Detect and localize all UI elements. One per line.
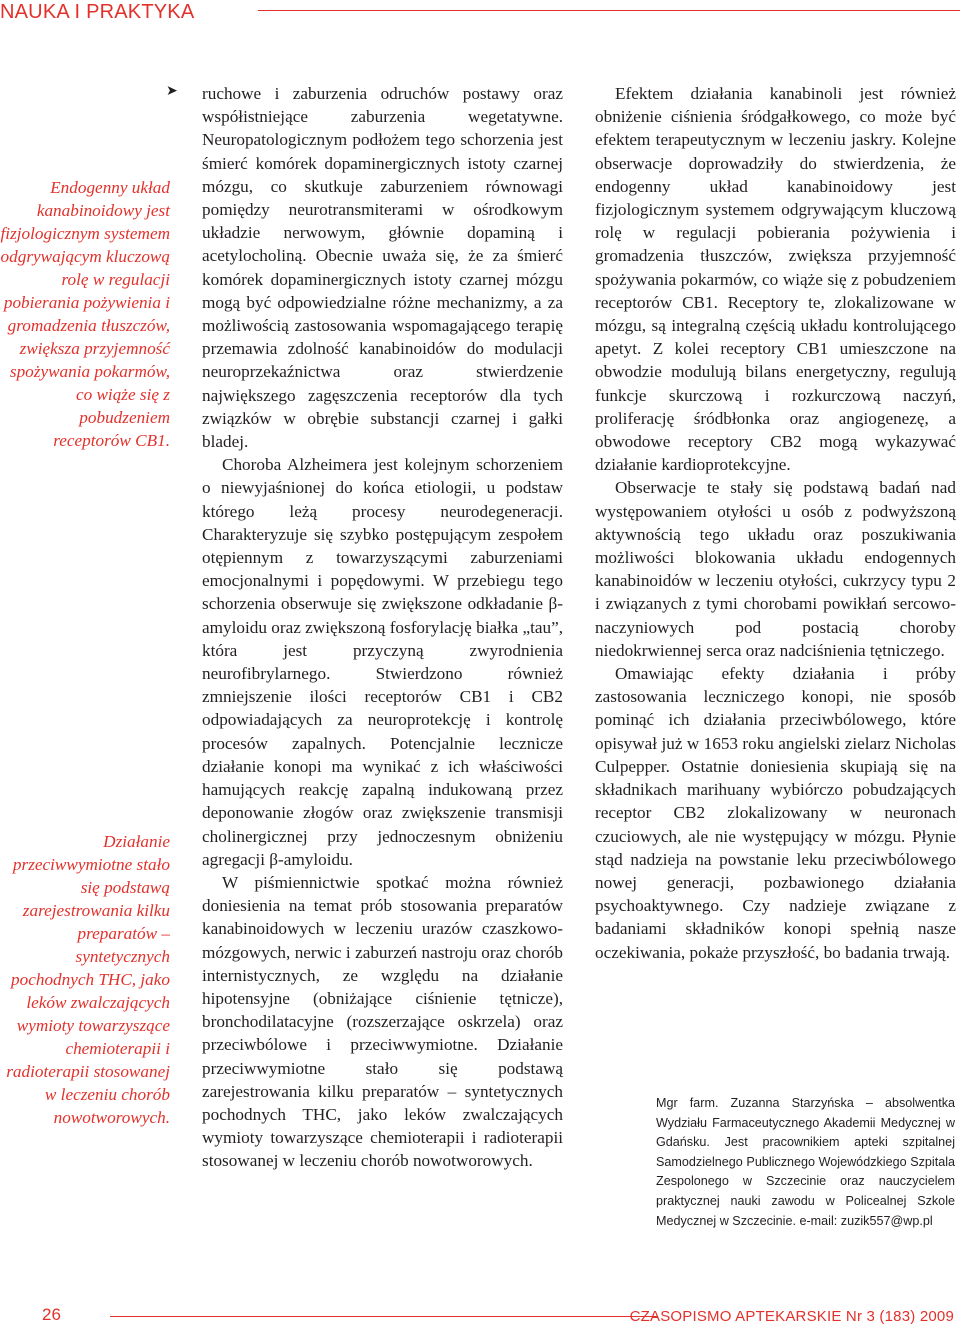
footer-rule (110, 1316, 658, 1317)
paragraph: Efektem działania kanabinoli jest również obniżenie ciśnienia śródgałkowego, co może być efektem terapeutycznym w leczeniu jaskry. Kolejne obserwacje doprowadziły do stwierdzenia, że endogenny układ kanabinoidowy jest fizjologicznym systemem odgrywającym kluczową rolę w regulacji pobierania pożywienia i gromadzenia tłuszczów, zwiększa przyjemność spożywania pokarmów, co wiąże się z pobudzeniem receptorów CB1. Receptory te, zlokalizowane w mózgu, są integralną częścią układu kontrolującego apetyt. Z kolei receptory CB1 umieszczone na obwodzie modulują bilans energetyczny, regulują funkcje skurczową i rozkurczową naczyń, proliferację śródbłonka oraz angiogenezę, a obwodowe receptory CB2 mogą wykazywać działanie kardioprotekcyjne. (595, 84, 956, 475)
paragraph: W piśmiennictwie spotkać można również doniesienia na temat prób stosowania preparatów kanabinoidowych w leczeniu urazów czaszkowo-mózgowych, nerwic i zaburzeń nastroju oraz chorób internistycznych, ze względu na działanie hipotensyjne (obniżające ciśnienie tętnicze), bronchodilatacyjne (rozszerzające oskrzela) oraz przeciwbólowe i przeciwwymiotne. Działanie przeciwwymiotne stało się podstawą zarejestrowania kilku preparatów – syntetycznych pochodnych THC, jako leków zwalczających wymioty towarzyszące chemioterapii i radioterapii stosowanej w leczeniu chorób nowotworowych. (202, 872, 563, 1171)
arrow-marker-icon: ➤ (166, 83, 178, 99)
page-number: 26 (42, 1305, 61, 1324)
header-rule (258, 10, 960, 11)
paragraph: Choroba Alzheimera jest kolejnym schorzeniem o niewyjaśnionej do końca etiologii, u podstaw którego leżą procesy neurodegeneracji. Charakteryzuje się szybko postępującym zespołem otępiennym z towarzyszącymi zaburzeniami emocjonalnymi i popędowymi. W przebiegu tego schorzenia obserwuje się zwiększone odkładanie β-amyloidu oraz zwiększoną fosforylację białka „tau”, która jest przyczyną zwyrodnienia neurofibrylarnego. Stwierdzono również zmniejszenie ilości receptorów CB1 i CB2 odpowiadających za neuroprotekcję i kontrolę procesów zapalnych. Potencjalnie lecznicze działanie konopi ma wynikać z ich właściwości hamujących reakcję zapalną indukowaną przez deponowanie złogów oraz zwiększenie transmisji cholinergicznej przy jednoczesnym obniżeniu agregacji β-amyloidu. (202, 455, 563, 869)
section-title: NAUKA I PRAKTYKA (0, 1, 195, 23)
pullquote-2: Działanie przeciwwymiotne stało się podstawą zarejestrowania kilku preparatów – syntetycznych pochodnych THC, jako leków zwalczających wymioty towarzyszące chemioterapii i radioterapii stosowanej w leczeniu chorób nowotworowych. (6, 832, 170, 1127)
article-column-2 (595, 82, 956, 964)
pullquote-1: Endogenny układ kanabinoidowy jest fizjologicznym systemem odgrywającym kluczową rolę w regulacji pobierania pożywienia i gromadzenia tłuszczów, zwiększa przyjemność spożywania pokarmów, co wiąże się z pobudzeniem receptorów CB1. (0, 178, 170, 450)
paragraph: Omawiając efekty działania i próby zastosowania leczniczego konopi, nie sposób pominąć ich działania przeciwbólowego, które opisywał już w 1653 roku angielski zielarz Nicholas Culpepper. Ostatnie doniesienia skupiają się na składnikach marihuany wybiórczo pobudzających receptor CB2 zlokalizowany w neuronach czuciowych, ale nie występujący w mózgu. Płynie stąd nadzieja na powstanie leku przeciwbólowego nowej generacji, pozbawionego działania psychoaktywnego. Czy nadzieje związane z badaniami składników konopi spełnią nasze oczekiwania, pokaże przyszłość, bo badania trwają. (595, 664, 956, 962)
article-column-1 (202, 82, 563, 1173)
paragraph: Obserwacje te stały się podstawą badań nad występowaniem otyłości u osób z podwyższoną aktywnością tego układu oraz poszukiwania możliwości blokowania układu endogennych kanabinoidów w leczeniu otyłości, cukrzycy typu 2 i związanych z tymi chorobami powikłań sercowo-naczyniowych pod postacią choroby niedokrwiennej serca oraz nadciśnienia tętniczego. (595, 478, 956, 660)
author-bio: Mgr farm. Zuzanna Starzyńska – absolwentka Wydziału Farmaceutycznego Akademii Medycznej w Gdańsku. Jest pracownikiem apteki szpitalnej Samodzielnego Publicznego Wojewódzkiego Szpitala Zespolonego w Szczecinie oraz nauczycielem praktycznej nauki zawodu w Policealnej Szkole Medycznej w Szczecinie. e-mail: zuzik557@wp.pl (656, 1096, 955, 1228)
paragraph: ruchowe i zaburzenia odruchów postawy oraz współistniejące zaburzenia wegetatywne. Neuropatologicznym podłożem tego schorzenia jest śmierć komórek dopaminergicznych istoty czarnej mózgu, co skutkuje zaburzeniem równowagi pomiędzy neurotransmiterami w ośrodkowym układzie nerwowym, głównie dopaminą i acetylocholiną. Obecnie uważa się, że za śmierć komórek dopaminergicznych istoty czarnej mózgu mogą być odpowiedzialne różne mechanizmy, a za możliwością zastosowania wspomagającego terapię przemawia zdolność kanabinoidów do modulacji neuroprzekaźnictwa oraz stwierdzenie największego zagęszczenia receptorów dla tych związków w obrębie substancji czarnej i gałki bladej. (202, 84, 563, 452)
journal-name: CZASOPISMO APTEKARSKIE Nr 3 (183) 2009 (629, 1308, 954, 1325)
